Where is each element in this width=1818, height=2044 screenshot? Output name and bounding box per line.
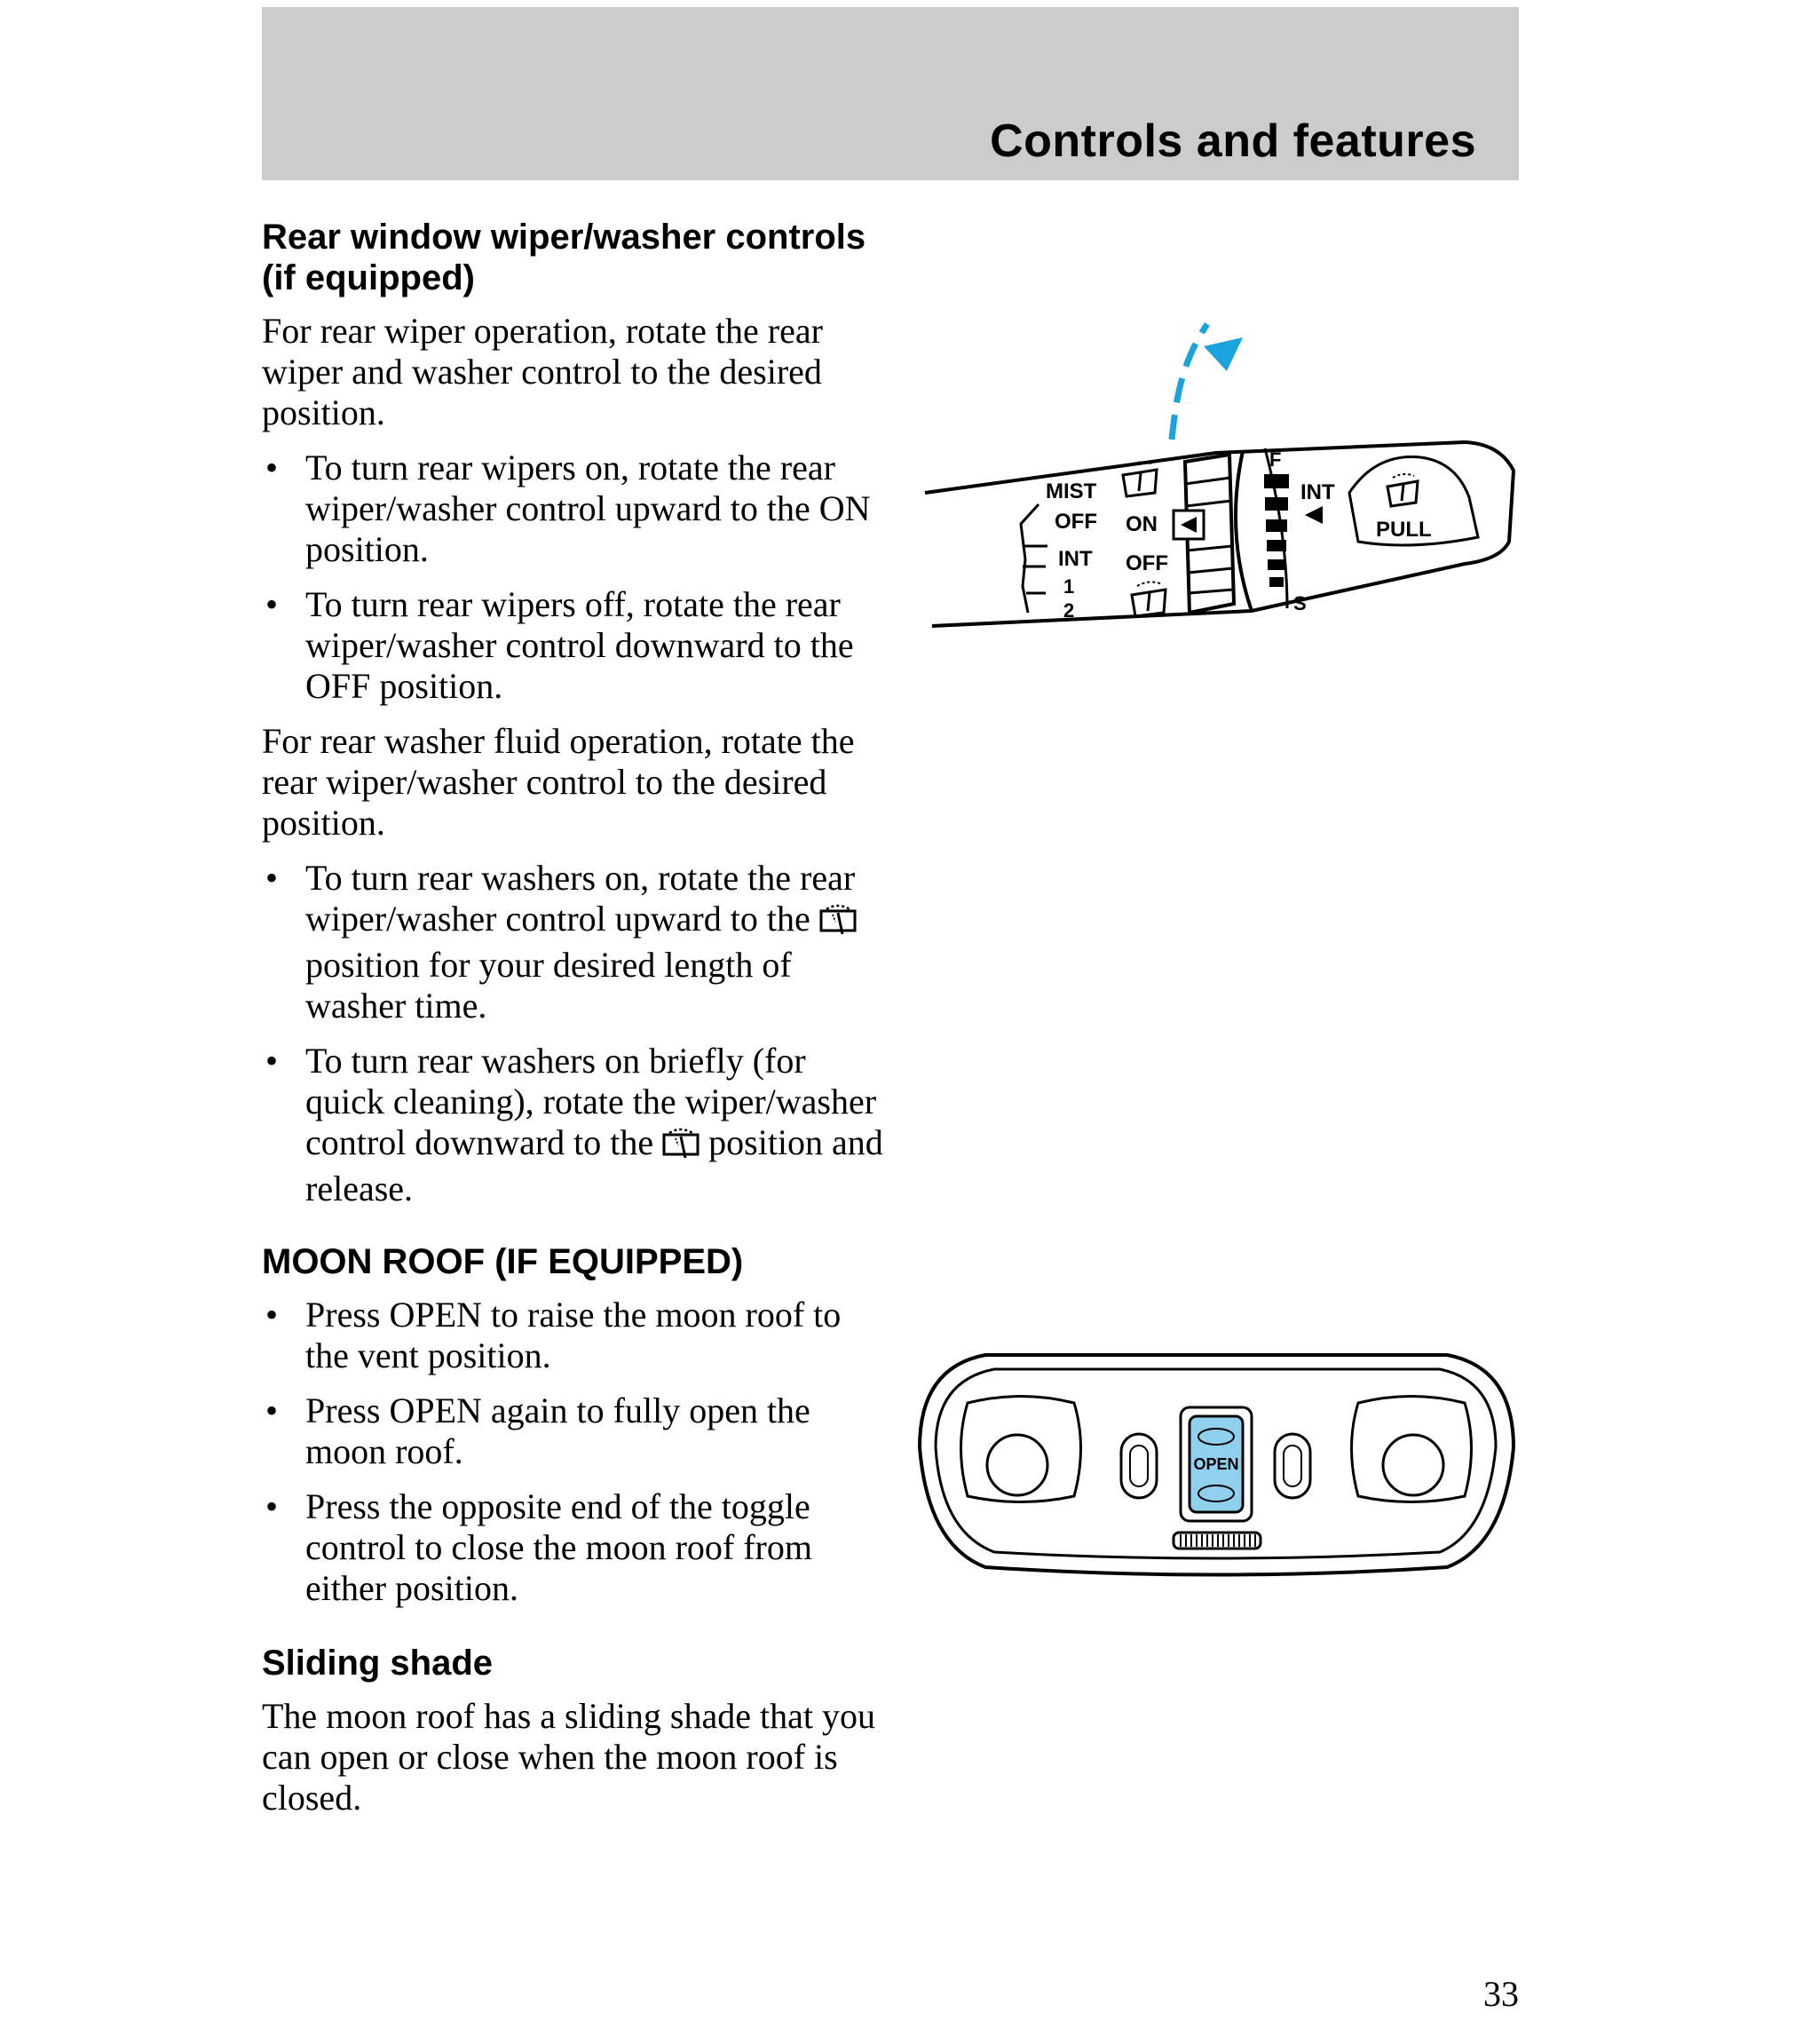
- washer-bullet-list: [262, 858, 883, 1209]
- page-number: 33: [1483, 1974, 1519, 2014]
- main-column: [262, 217, 883, 1833]
- label-mist: MIST: [1046, 479, 1097, 503]
- bullet-text-before: To turn rear washers on, rotate the rear wiper/washer control upward to the: [305, 858, 856, 939]
- label-pull: PULL: [1376, 518, 1432, 542]
- bullet-text-after: position for your desired length of washer time.: [305, 945, 792, 1026]
- bullet-text: To turn rear wipers on, rotate the rear wiper/washer control upward to the ON position.: [305, 448, 871, 569]
- rear-wiper-heading: Rear window wiper/washer controls (if equipped): [262, 218, 866, 297]
- list-item: [262, 858, 883, 1026]
- list-item: [262, 1390, 883, 1472]
- open-label: OPEN: [1193, 1455, 1239, 1473]
- bullet-icon: •: [265, 858, 279, 898]
- bullet-icon: •: [265, 584, 279, 624]
- sliding-shade-text: The moon roof has a sliding shade that you can open or close when the moon roof is closed.: [262, 1696, 875, 1818]
- bullet-icon: •: [265, 1390, 279, 1430]
- moon-roof-bullet-list: [262, 1295, 883, 1609]
- rear-washer-icon: [818, 900, 858, 945]
- bullet-text: To turn rear wipers off, rotate the rear wiper/washer control downward to the OFF position.: [305, 584, 854, 706]
- bullet-text: Press OPEN to raise the moon roof to the vent position.: [305, 1295, 842, 1375]
- moon-roof-heading: MOON ROOF (IF EQUIPPED): [262, 1242, 744, 1281]
- bullet-text-after: position and release.: [305, 1122, 883, 1208]
- header-band: [262, 7, 1519, 180]
- label-2: 2: [1063, 599, 1075, 622]
- list-item: [262, 584, 883, 707]
- label-int-2: INT: [1300, 480, 1335, 504]
- label-1: 1: [1063, 575, 1075, 598]
- header-title: Controls and features: [990, 115, 1476, 167]
- bullet-text: Press the opposite end of the toggle control to close the moon roof from either position.: [305, 1486, 812, 1608]
- label-s: S: [1293, 592, 1307, 614]
- bullet-icon: •: [265, 1486, 279, 1526]
- bullet-icon: •: [265, 448, 279, 487]
- rear-washer-icon: [660, 1124, 701, 1169]
- wiper-bullet-list: [262, 448, 883, 707]
- rear-wiper-intro: For rear wiper operation, rotate the rear wiper and washer control to the desired position.: [262, 311, 823, 432]
- bullet-text: Press OPEN again to fully open the moon roof.: [305, 1390, 810, 1471]
- moon-roof-console-figure: [914, 1350, 1518, 1589]
- rotate-arrow-head: [1204, 337, 1243, 371]
- bullet-text-before: To turn rear washers on briefly (for quick cleaning), rotate the wiper/washer control downward to the: [305, 1041, 877, 1162]
- list-item: [262, 1041, 883, 1209]
- label-off-2: OFF: [1126, 551, 1168, 575]
- label-on: ON: [1126, 512, 1158, 536]
- bullet-icon: •: [265, 1041, 279, 1081]
- label-int: INT: [1058, 547, 1093, 571]
- rotate-arrow: [1172, 324, 1207, 440]
- washer-intro: For rear washer fluid operation, rotate the rear wiper/washer control to the desired position.: [262, 721, 855, 843]
- wiper-stalk-figure: [914, 311, 1536, 648]
- list-item: [262, 1295, 883, 1376]
- bullet-icon: •: [265, 1295, 279, 1335]
- label-off: OFF: [1055, 510, 1097, 534]
- list-item: [262, 1486, 883, 1609]
- sliding-shade-heading: Sliding shade: [262, 1644, 494, 1683]
- label-f: F: [1269, 448, 1282, 471]
- list-item: [262, 448, 883, 570]
